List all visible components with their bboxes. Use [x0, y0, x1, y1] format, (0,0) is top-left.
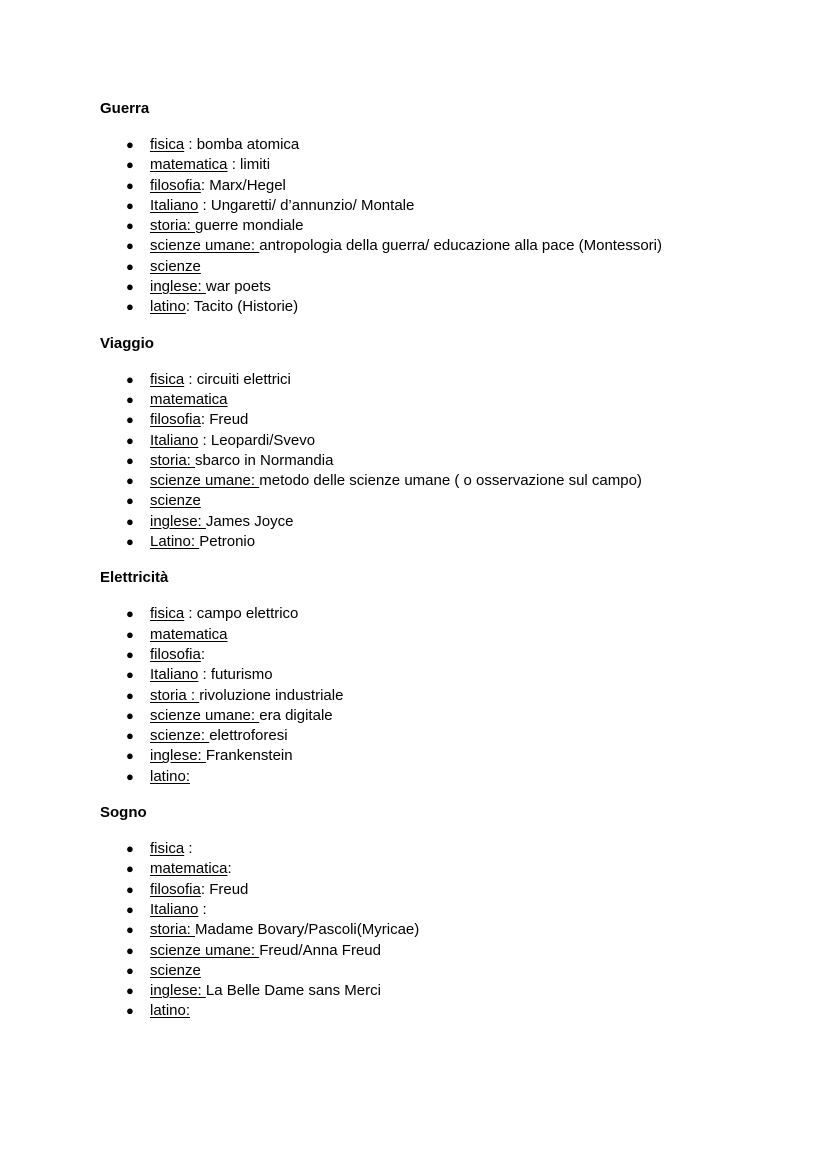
list-item — [100, 686, 828, 706]
bullet-icon: ● — [126, 452, 134, 468]
list-item — [100, 726, 828, 746]
list-item — [100, 839, 828, 859]
topic-text: La Belle Dame sans Merci — [205, 982, 381, 1000]
subject-label: fisica — [150, 605, 185, 623]
topic-text: antropologia della guerra/ educazione alla pace (Montessori) — [259, 237, 662, 255]
bullet-icon: ● — [126, 983, 134, 999]
topic-text: : — [198, 900, 207, 918]
topic-text: sbarco in Normandia — [195, 451, 334, 469]
subject-label: Latino: — [150, 533, 200, 551]
subject-label: scienze — [150, 257, 201, 275]
list-item — [100, 196, 828, 216]
topic-text: : — [227, 860, 232, 878]
subject-label: Italiano — [150, 900, 199, 918]
bullet-icon: ● — [126, 962, 134, 978]
list-item — [100, 257, 828, 277]
topic-text: Frankenstein — [205, 747, 293, 765]
section-2 — [100, 568, 828, 787]
bullet-icon: ● — [126, 728, 134, 744]
topic-text: : Marx/Hegel — [200, 176, 286, 194]
topic-text: : limiti — [227, 156, 271, 174]
bullet-icon: ● — [126, 177, 134, 193]
bullet-icon: ● — [126, 881, 134, 897]
bullet-icon: ● — [126, 137, 134, 152]
topic-text: elettroforesi — [209, 727, 288, 745]
topic-text: metodo delle scienze umane ( o osservazione sul campo) — [259, 472, 642, 490]
subject-label: inglese: — [150, 278, 206, 296]
subject-label: filosofia — [150, 176, 201, 194]
list-item — [100, 746, 828, 766]
list-item — [100, 155, 828, 175]
bullet-icon: ● — [126, 626, 134, 642]
sections-container — [100, 99, 828, 1022]
subject-label: latino — [150, 298, 186, 316]
list-item — [100, 236, 828, 256]
topic-text: Petronio — [199, 533, 256, 551]
list-item — [100, 880, 828, 900]
list-item — [100, 665, 828, 685]
bullet-icon: ● — [126, 646, 134, 662]
bullet-list — [100, 839, 828, 1022]
bullet-icon: ● — [126, 493, 134, 509]
section-0 — [100, 99, 828, 318]
list-item — [100, 277, 828, 297]
list-item — [100, 961, 828, 981]
subject-label: fisica — [150, 840, 185, 858]
section-title: Elettricità — [100, 569, 169, 587]
subject-label: storia : — [150, 686, 200, 704]
topic-text: era digitale — [259, 706, 333, 724]
bullet-icon: ● — [126, 667, 134, 683]
list-item — [100, 900, 828, 920]
list-item — [100, 431, 828, 451]
subject-label: scienze umane: — [150, 472, 260, 490]
section-3 — [100, 803, 828, 1022]
subject-label: filosofia — [150, 645, 201, 663]
topic-text: guerre mondiale — [195, 217, 304, 235]
section-title: Guerra — [100, 100, 150, 117]
topic-text: : Leopardi/Svevo — [198, 431, 316, 449]
bullet-icon: ● — [126, 606, 134, 622]
subject-label: scienze umane: — [150, 237, 260, 255]
bullet-icon: ● — [126, 841, 134, 857]
bullet-icon: ● — [126, 942, 134, 958]
subject-label: Italiano — [150, 431, 199, 449]
list-item — [100, 859, 828, 879]
bullet-icon: ● — [126, 432, 134, 448]
topic-text: : Tacito (Historie) — [185, 298, 299, 316]
bullet-icon: ● — [126, 197, 134, 213]
subject-label: matematica — [150, 625, 228, 643]
list-item — [100, 532, 828, 552]
bullet-icon: ● — [126, 534, 134, 550]
subject-label: latino: — [150, 1002, 191, 1020]
subject-label: filosofia — [150, 880, 201, 898]
list-item — [100, 706, 828, 726]
bullet-icon: ● — [126, 279, 134, 295]
bullet-icon: ● — [126, 513, 134, 529]
topic-text: Madame Bovary/Pascoli(Myricae) — [195, 921, 420, 939]
topic-text: : Ungaretti/ d’annunzio/ Montale — [198, 196, 415, 214]
bullet-icon: ● — [126, 258, 134, 274]
subject-label: scienze umane: — [150, 941, 260, 959]
bullet-icon: ● — [126, 238, 134, 254]
bullet-icon: ● — [126, 687, 134, 703]
list-item — [100, 471, 828, 491]
subject-label: scienze — [150, 961, 201, 979]
subject-label: matematica — [150, 390, 228, 408]
subject-label: storia: — [150, 217, 196, 235]
bullet-icon: ● — [126, 768, 134, 784]
list-item — [100, 512, 828, 532]
subject-label: filosofia — [150, 411, 201, 429]
subject-label: scienze: — [150, 727, 210, 745]
topic-text: : circuiti elettrici — [184, 370, 291, 388]
bullet-list — [100, 370, 828, 553]
subject-label: storia: — [150, 451, 196, 469]
list-item — [100, 981, 828, 1001]
bullet-icon: ● — [126, 922, 134, 938]
subject-label: fisica — [150, 370, 185, 388]
topic-text: : bomba atomica — [184, 136, 300, 153]
section-1 — [100, 334, 828, 553]
bullet-icon: ● — [126, 299, 134, 315]
bullet-icon: ● — [126, 371, 134, 387]
list-item — [100, 176, 828, 196]
subject-label: scienze umane: — [150, 706, 260, 724]
list-item — [100, 451, 828, 471]
subject-label: inglese: — [150, 512, 206, 530]
list-item — [100, 216, 828, 236]
topic-text: Freud/Anna Freud — [259, 941, 381, 959]
list-item — [100, 410, 828, 430]
list-item — [100, 135, 828, 155]
subject-label: storia: — [150, 921, 196, 939]
bullet-icon: ● — [126, 473, 134, 489]
list-item — [100, 645, 828, 665]
bullet-icon: ● — [126, 1003, 134, 1019]
list-item — [100, 767, 828, 787]
subject-label: matematica — [150, 860, 228, 878]
topic-text: James Joyce — [205, 512, 294, 530]
topic-text: : — [200, 645, 206, 663]
subject-label: scienze — [150, 492, 201, 510]
bullet-list — [100, 135, 828, 318]
bullet-icon: ● — [126, 748, 134, 764]
bullet-icon: ● — [126, 391, 134, 407]
bullet-icon: ● — [126, 218, 134, 234]
bullet-icon: ● — [126, 157, 134, 173]
bullet-icon: ● — [126, 861, 134, 877]
subject-label: latino: — [150, 767, 191, 785]
topic-text: rivoluzione industriale — [199, 686, 344, 704]
topic-text: : futurismo — [198, 666, 273, 684]
list-item — [100, 604, 828, 624]
list-item — [100, 1001, 828, 1021]
list-item — [100, 625, 828, 645]
topic-text: : — [184, 840, 193, 858]
bullet-icon: ● — [126, 707, 134, 723]
subject-label: inglese: — [150, 747, 206, 765]
list-item — [100, 297, 828, 317]
subject-label: Italiano — [150, 666, 199, 684]
topic-text: war poets — [205, 278, 271, 296]
subject-label: fisica — [150, 136, 185, 153]
bullet-list — [100, 604, 828, 787]
list-item — [100, 370, 828, 390]
subject-label: matematica — [150, 156, 228, 174]
list-item — [100, 390, 828, 410]
subject-label: Italiano — [150, 196, 199, 214]
topic-text: : Freud — [200, 880, 249, 898]
list-item — [100, 491, 828, 511]
list-item — [100, 941, 828, 961]
list-item — [100, 920, 828, 940]
bullet-icon: ● — [126, 901, 134, 917]
bullet-icon: ● — [126, 412, 134, 428]
section-title: Sogno — [100, 804, 147, 822]
section-title: Viaggio — [100, 334, 154, 352]
topic-text: : campo elettrico — [184, 605, 299, 623]
topic-text: : Freud — [200, 411, 249, 429]
subject-label: inglese: — [150, 982, 206, 1000]
